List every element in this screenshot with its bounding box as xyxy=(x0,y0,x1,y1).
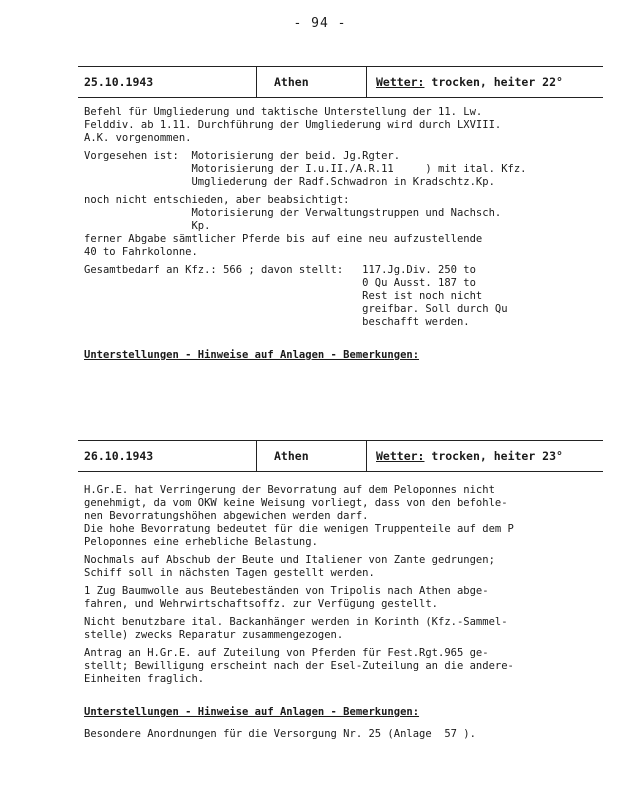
entry-line: 40 to Fahrkolonne. xyxy=(84,246,198,258)
entry-line: Nicht benutzbare ital. Backanhänger werden in Korinth (Kfz.-Sammel- xyxy=(84,616,508,628)
diary-entry-2 xyxy=(78,440,603,741)
entry-line: genehmigt, da vom OKW keine Weisung vorliegt, dass von den befohle- xyxy=(84,497,508,509)
entry-location: Athen xyxy=(274,75,309,89)
entry-body xyxy=(78,472,603,686)
entry-line: Nochmals auf Abschub der Beute und Italiener von Zante gedrungen; xyxy=(84,554,495,566)
entry-line: Motorisierung der Verwaltungstruppen und Nachsch. xyxy=(84,207,502,219)
entry-line: Umgliederung der Radf.Schwadron in Kradschtz.Kp. xyxy=(84,176,495,188)
entry-line: stelle) zwecks Reparatur zusammengezogen. xyxy=(84,629,344,641)
entry-line: Kp. xyxy=(84,220,211,232)
weather-value: trocken, heiter 23° xyxy=(431,449,563,463)
entry-date: 26.10.1943 xyxy=(84,449,154,463)
entry-line: 1 Zug Baumwolle aus Beutebeständen von Tripolis nach Athen abge- xyxy=(84,585,489,597)
weather-value: trocken, heiter 22° xyxy=(431,75,563,89)
entry-line: Schiff soll in nächsten Tagen gestellt werden. xyxy=(84,567,375,579)
entry-line: Peloponnes eine erhebliche Belastung. xyxy=(84,536,318,548)
entry-weather xyxy=(376,75,563,89)
entry-line: Motorisierung der I.u.II./A.R.11 ) mit ital. Kfz. xyxy=(84,163,527,175)
entry-header xyxy=(78,440,603,472)
entry-line: ferner Abgabe sämtlicher Pferde bis auf eine neu aufzustellende xyxy=(84,233,483,245)
entry-line: Vorgesehen ist: Motorisierung der beid. Jg.Rgter. xyxy=(84,150,401,162)
weather-label: Wetter: xyxy=(376,75,425,89)
entry-body xyxy=(78,98,603,329)
entry-line: nen Bevorratungshöhen abgewichen werden darf. xyxy=(84,510,369,522)
entry-line: stellt; Bewilligung erscheint nach der Esel-Zuteilung an die andere- xyxy=(84,660,514,672)
entry-line: fahren, und Wehrwirtschaftsoffz. zur Verfügung gestellt. xyxy=(84,598,439,610)
notes-line: Besondere Anordnungen für die Versorgung Nr. 25 (Anlage 57 ). xyxy=(84,728,476,740)
entry-date: 25.10.1943 xyxy=(84,75,154,89)
entry-line: 0 Qu Ausst. 187 to xyxy=(84,277,476,289)
entry-weather xyxy=(376,449,563,463)
entry-line: Rest ist noch nicht xyxy=(84,290,483,302)
entry-line: Gesamtbedarf an Kfz.: 566 ; davon stellt: 117.Jg.Div. 250 to xyxy=(84,264,476,276)
page-number: - 94 - xyxy=(293,16,347,31)
entry-header xyxy=(78,66,603,98)
entry-line: Antrag an H.Gr.E. auf Zuteilung von Pferden für Fest.Rgt.965 ge- xyxy=(84,647,489,659)
entry-line: Felddiv. ab 1.11. Durchführung der Umgliederung wird durch LXVIII. xyxy=(84,119,502,131)
entry-line: Die hohe Bevorratung bedeutet für die wenigen Truppenteile auf dem P xyxy=(84,523,514,535)
entry-line: A.K. vorgenommen. xyxy=(84,132,192,144)
entry-line: H.Gr.E. hat Verringerung der Bevorratung auf dem Peloponnes nicht xyxy=(84,484,495,496)
entry-body xyxy=(78,718,603,741)
notes-heading: Unterstellungen - Hinweise auf Anlagen - Bemerkungen: xyxy=(84,349,420,361)
notes-heading: Unterstellungen - Hinweise auf Anlagen - Bemerkungen: xyxy=(84,706,420,718)
entry-line: noch nicht entschieden, aber beabsichtigt: xyxy=(84,194,350,206)
diary-entry-1 xyxy=(78,66,603,361)
weather-label: Wetter: xyxy=(376,449,425,463)
entry-line: Einheiten fraglich. xyxy=(84,673,205,685)
entry-line: greifbar. Soll durch Qu xyxy=(84,303,508,315)
entry-line: beschafft werden. xyxy=(84,316,470,328)
entry-location: Athen xyxy=(274,449,309,463)
entry-line: Befehl für Umgliederung und taktische Unterstellung der 11. Lw. xyxy=(84,106,483,118)
